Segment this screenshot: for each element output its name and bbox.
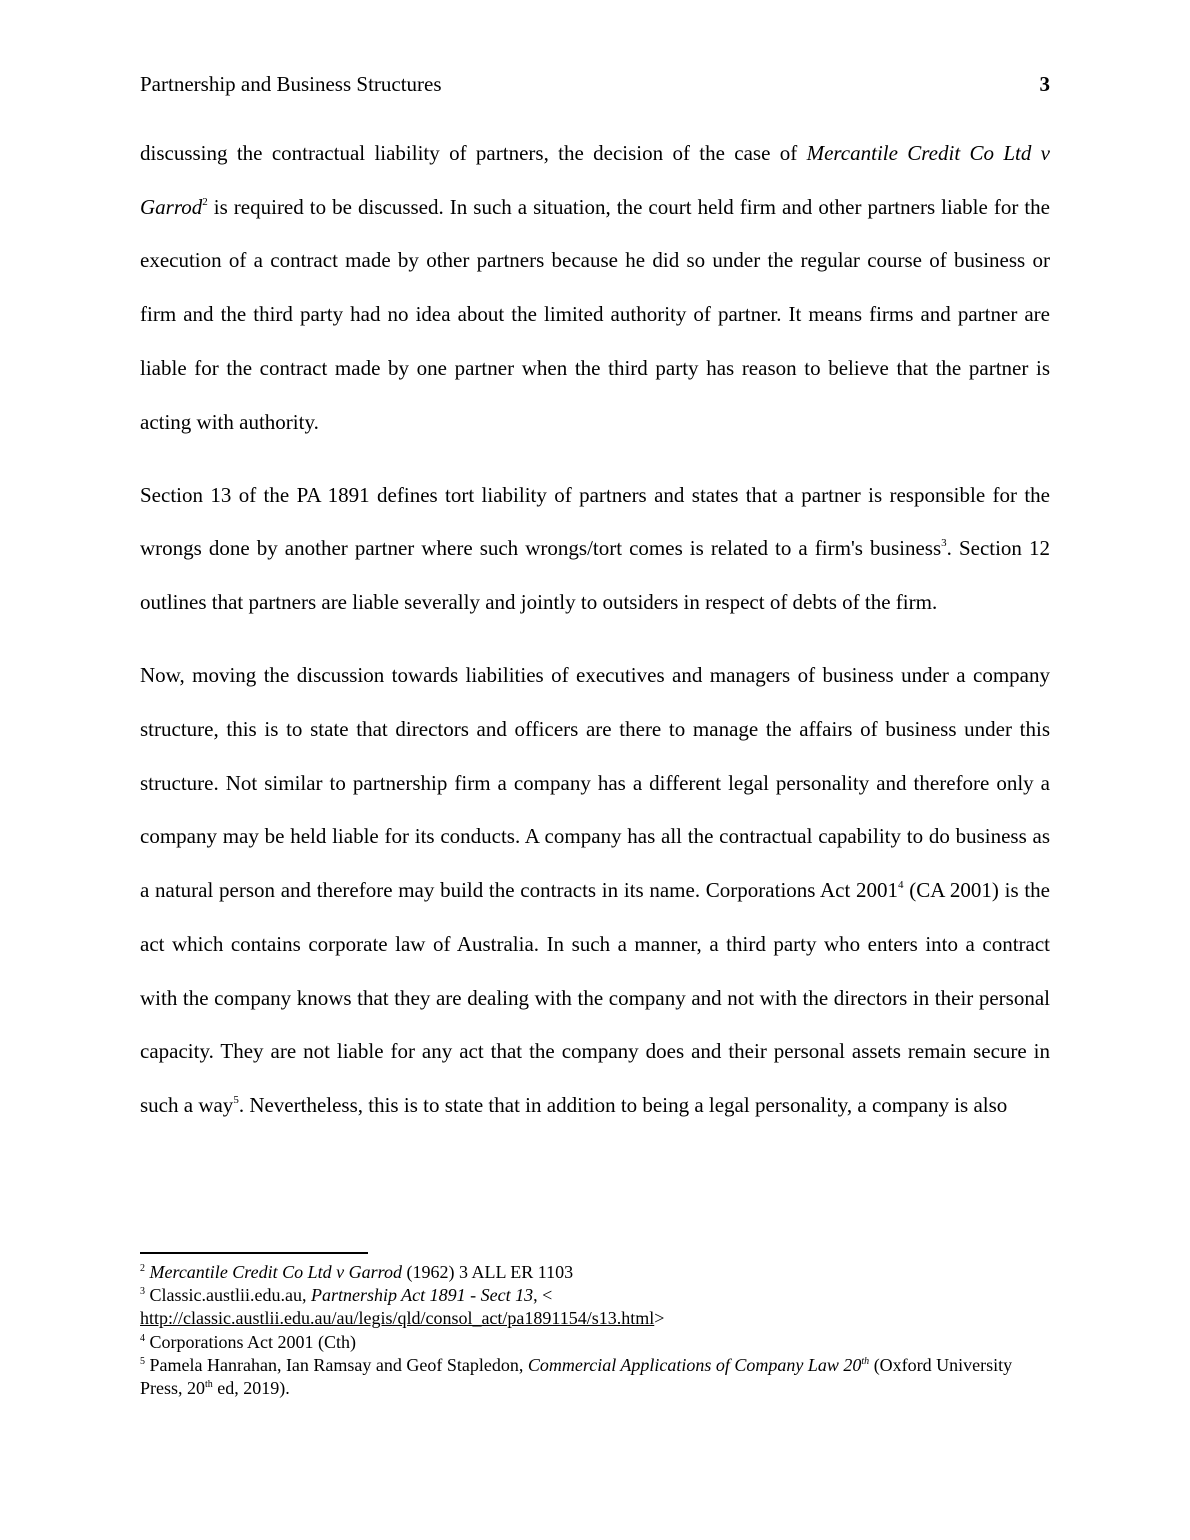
footnote-ref-4[interactable]: 4 [898,879,904,892]
footnote-text: > [654,1308,665,1329]
paragraph-3 [140,649,1050,1132]
footnote-ref-5[interactable]: 5 [233,1093,239,1106]
running-header [140,69,1050,99]
paragraph-text: Now, moving the discussion towards liabilities of executives and managers of business under a company structure, this is to state that directors and officers are there to manage the affairs of business under this structure. Not similar to partnership firm a company has a different legal personality and therefore only a company may be held liable for its conducts. A company has all the contractual capability to do business as a natural person and therefore may build the contracts in its name. Corporations Act 2001 [140,663,1050,903]
footnote-act-title: Partnership Act 1891 - Sect 13 [310,1285,534,1306]
footnote-2 [140,1261,1050,1284]
footnote-text: (Oxford University Press, 20 [140,1354,1013,1399]
footnote-text: (1962) 3 ALL ER 1103 [401,1262,574,1282]
case-citation: Mercantile Credit Co Ltd v Garrod [140,141,1050,219]
footnote-ref-3[interactable]: 3 [941,537,947,550]
footnote-text: Corporations Act 2001 (Cth) [145,1331,356,1352]
footnote-text: Classic.austlii.edu.au, [145,1285,311,1306]
footnote-text: Pamela Hanrahan, Ian Ramsay and Geof Stapledon, [145,1354,528,1375]
header-title: Partnership and Business Structures [140,72,442,96]
paragraph-text: . Nevertheless, this is to state that in addition to being a legal personality, a company is also [238,1092,1008,1117]
footnote-book-title: Commercial Applications of Company Law 20 [527,1354,862,1375]
footnote-url-link[interactable]: http://classic.austlii.edu.au/au/legis/qld/consol_act/pa1891154/s13.html [140,1308,655,1329]
footnotes [140,1261,1050,1400]
footnote-separator [140,1252,368,1254]
paragraph-2 [140,469,1050,630]
paragraph-1 [140,127,1050,449]
footnote-number: 5 [140,1355,145,1367]
paragraph-text: Section 13 of the PA 1891 defines tort liability of partners and states that a partner is responsible for the wrongs done by another partner where such wrongs/tort comes is related to a firm's business [140,482,1050,561]
footnote-number: 4 [140,1332,145,1344]
footnote-5 [140,1354,1050,1400]
footnote-text: ed, 2019). [212,1378,290,1399]
footnote-ref-2[interactable]: 2 [202,195,208,208]
footnote-4 [140,1331,1050,1354]
page-number: 3 [1039,72,1050,96]
body-text [140,127,1050,1133]
footnote-text: , < [533,1285,553,1306]
footnote-3 [140,1284,1050,1330]
footnote-title-superscript: th [861,1355,870,1367]
paragraph-text: discussing the contractual liability of partners, the decision of the case of [140,141,807,165]
paragraph-text: is required to be discussed. In such a situation, the court held firm and other partners liable for the execution of a contract made by other partners because he did so under the regular course of business or firm and the third party had no idea about the limited authority of partner. It means firms and partner are liable for the contract made by one partner when the third party has reason to believe that the partner is acting with authority. [140,194,1050,434]
paragraph-text: . Section 12 outlines that partners are liable severally and jointly to outsiders in respect of debts of the firm. [140,536,1050,615]
footnote-case-title: Mercantile Credit Co Ltd v Garrod [149,1262,402,1282]
footnote-number: 3 [140,1286,145,1298]
footnote-edition-superscript: th [205,1379,213,1391]
footnote-number: 2 [140,1263,145,1274]
paragraph-text: (CA 2001) is the act which contains corporate law of Australia. In such a manner, a third party who enters into a contract with the company knows that they are dealing with the company and not with the directors in their personal capacity. They are not liable for any act that the company does and their personal assets remain secure in such a way [140,878,1050,1117]
